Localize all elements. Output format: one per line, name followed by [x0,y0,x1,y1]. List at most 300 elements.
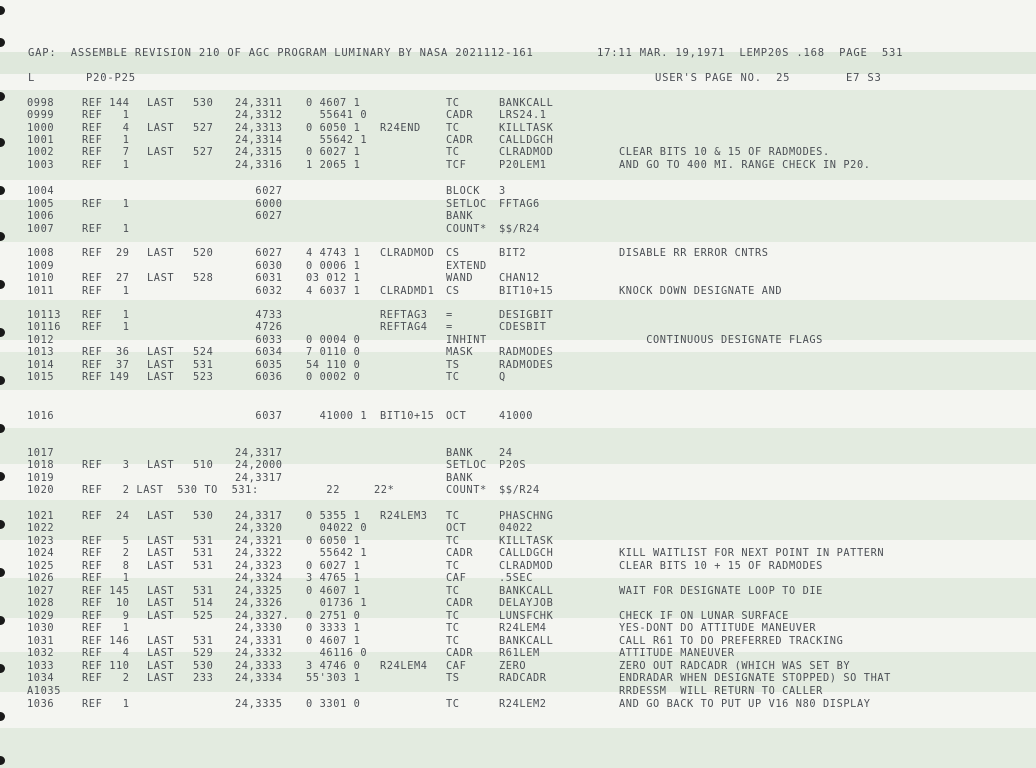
listing-line-number: 1023 [27,535,55,547]
listing-code: 55'303 1 [306,672,361,684]
listing-address: 24,3326 [235,597,283,609]
listing-last: LAST [147,647,175,659]
listing-ref: REF 1 [82,698,130,710]
listing-operand: 24 [499,447,513,459]
listing-code: 0 6050 1 [306,122,361,134]
listing-ref: REF 2 LAST 530 TO 531: [82,484,259,496]
listing-opcode: CS [446,285,460,297]
listing-line-number: 1030 [27,622,55,634]
listing-opcode: TC [446,610,460,622]
listing-code: 4 6037 1 [306,285,361,297]
listing-comment: KNOCK DOWN DESIGNATE AND [619,285,783,297]
listing-operand: RADMODES [499,359,554,371]
listing-operand: 3 [499,185,506,197]
listing-last-page: 530 [193,97,214,109]
listing-row [0,321,1036,334]
listing-line-number: 1027 [27,585,55,597]
listing-operand: 41000 [499,410,533,422]
listing-ref: REF 29 [82,247,130,259]
listing-line-number: 1032 [27,647,55,659]
listing-ref: REF 1 [82,622,130,634]
listing-comment: KILL WAITLIST FOR NEXT POINT IN PATTERN [619,547,885,559]
listing-line-number: 1031 [27,635,55,647]
listing-code: 0 6050 1 [306,535,361,547]
listing-address: 24,3320 [235,522,283,534]
listing-opcode: TC [446,122,460,134]
listing-line-number: 1018 [27,459,55,471]
listing-comment: ATTITUDE MANEUVER [619,647,735,659]
listing-line-number: 1002 [27,146,55,158]
listing-code: 0 0004 0 [306,334,361,346]
listing-operand: FFTAG6 [499,198,540,210]
listing-opcode: TC [446,560,460,572]
listing-ref: REF 1 [82,159,130,171]
listing-label: CLRADMD1 [380,285,435,297]
listing-last: LAST [147,359,175,371]
listing-opcode: TCF [446,159,467,171]
listing-opcode: CADR [446,647,474,659]
listing-opcode: BANK [446,447,474,459]
listing-last: LAST [147,459,175,471]
listing-address: 24,3321 [235,535,283,547]
feed-hole [0,38,5,47]
listing-code: 4 4743 1 [306,247,361,259]
listing-operand: PHASCHNG [499,510,554,522]
listing-ref: REF 4 [82,122,130,134]
listing-row [0,159,1036,172]
listing-operand: CLRADMOD [499,560,554,572]
listing-operand: KILLTASK [499,122,554,134]
listing-line-number: 1036 [27,698,55,710]
listing-line-number: 1015 [27,371,55,383]
listing-ref: REF 4 [82,647,130,659]
page-tag: E7 S3 [846,72,882,84]
listing-operand: R24LEM2 [499,698,547,710]
listing-last: LAST [147,610,175,622]
listing-ref: REF 24 [82,510,130,522]
listing-operand: RADCADR [499,672,547,684]
listing-opcode: TC [446,635,460,647]
listing-ref: REF 1 [82,198,130,210]
listing-code: 1 2065 1 [306,159,361,171]
listing-code: 46116 0 [306,647,368,659]
listing-last-page: 233 [193,672,214,684]
listing-address: 24,3330 [235,622,283,634]
listing-ref: REF 149 [82,371,130,383]
listing-last-page: 525 [193,610,214,622]
listing-address: 24,3324 [235,572,283,584]
listing-ref: REF 2 [82,547,130,559]
listing-label: REFTAG4 [380,321,428,333]
listing-code: 0 4607 1 [306,635,361,647]
listing-ref: REF 1 [82,572,130,584]
listing-opcode: TC [446,698,460,710]
listing-address: 24,3317 [235,510,283,522]
listing-code: 54 110 0 [306,359,361,371]
listing-last-page: 531 [193,635,214,647]
listing-code: 55642 1 [306,134,368,146]
listing-opcode: TC [446,535,460,547]
listing-operand: LUNSFCHK [499,610,554,622]
listing-opcode: BANK [446,472,474,484]
listing-line-number: 1000 [27,122,55,134]
listing-ref: REF 1 [82,109,130,121]
listing-address: 6030 [235,260,283,272]
listing-line-number: A1035 [27,685,61,697]
listing-last-page: 527 [193,146,214,158]
listing-operand: R61LEM [499,647,540,659]
listing-operand: BIT2 [499,247,527,259]
listing-address: 6000 [235,198,283,210]
listing-address: 4733 [235,309,283,321]
listing-line-number: 0999 [27,109,55,121]
listing-opcode: CADR [446,134,474,146]
listing-last-page: 531 [193,535,214,547]
listing-opcode: COUNT* [446,484,487,496]
listing-opcode: COUNT* [446,223,487,235]
listing-code: 3 4765 1 [306,572,361,584]
section-label: P20-P25 [86,72,136,84]
listing-opcode: TC [446,97,460,109]
listing-ref: REF 5 [82,535,130,547]
listing-operand: P20LEM1 [499,159,547,171]
listing-line-number: 1003 [27,159,55,171]
listing-line-number: 1010 [27,272,55,284]
listing-address: 24,3334 [235,672,283,684]
listing-opcode: TS [446,359,460,371]
listing-code: 0 0002 0 [306,371,361,383]
listing-comment: DISABLE RR ERROR CNTRS [619,247,769,259]
listing-opcode: CAF [446,660,467,672]
listing-address: 24,3333 [235,660,283,672]
listing-operand: BANKCALL [499,635,554,647]
listing-code: 0 6027 1 [306,560,361,572]
listing-line-number: 0998 [27,97,55,109]
listing-row [0,547,1036,560]
listing-row [0,459,1036,472]
listing-operand: RADMODES [499,346,554,358]
listing-comment: ENDRADAR WHEN DESIGNATE STOPPED) SO THAT [619,672,891,684]
listing-opcode: OCT [446,410,467,422]
listing-line-number: 1028 [27,597,55,609]
listing-last: LAST [147,535,175,547]
listing-last-page: 531 [193,547,214,559]
listing-operand: $$/R24 [499,484,540,496]
listing-label: R24LEM3 [380,510,428,522]
listing-opcode: WAND [446,272,474,284]
listing-address: 24,3312 [235,109,283,121]
listing-comment: RRDESSM WILL RETURN TO CALLER [619,685,823,697]
listing-code: 0 4607 1 [306,585,361,597]
listing-opcode: TC [446,146,460,158]
listing-last: LAST [147,272,175,284]
listing-row [0,346,1036,359]
listing-operand: BIT10+15 [499,285,554,297]
listing-address: 6033 [235,334,283,346]
listing-line-number: 1007 [27,223,55,235]
listing-address: 24,2000 [235,459,283,471]
listing-opcode: = [446,321,453,333]
listing-operand: CALLDGCH [499,134,554,146]
listing-opcode: CS [446,247,460,259]
listing-last: LAST [147,672,175,684]
listing-code: 03 012 1 [306,272,361,284]
listing-line-number: 10113 [27,309,61,321]
listing-row [0,647,1036,660]
listing-code: 55641 0 [306,109,368,121]
listing-ref: REF 9 [82,610,130,622]
listing-address: 6027 [235,185,283,197]
listing-last-page: 528 [193,272,214,284]
listing-row [0,146,1036,159]
listing-operand: .5SEC [499,572,533,584]
listing-ref: REF 1 [82,285,130,297]
listing-operand: CHAN12 [499,272,540,284]
listing-last: LAST [147,547,175,559]
listing-row [0,410,1036,423]
listing-opcode: BANK [446,210,474,222]
listing-last: LAST [147,510,175,522]
listing-row [0,572,1036,585]
listing-ref: REF 36 [82,346,130,358]
listing-code: 41000 1 [306,410,368,422]
listing-operand: Q [499,371,506,383]
listing-operand: P20S [499,459,527,471]
listing-line-number: 1021 [27,510,55,522]
listing-address: 24,3316 [235,159,283,171]
listing-ref: REF 1 [82,321,130,333]
log-marker: L [28,72,36,84]
listing-ref: REF 7 [82,146,130,158]
listing-line-number: 1001 [27,134,55,146]
listing-address: 24,3314 [235,134,283,146]
feed-hole [0,712,5,721]
feed-hole [0,6,5,15]
listing-last: LAST [147,146,175,158]
listing-line-number: 1025 [27,560,55,572]
listing-opcode: CADR [446,547,474,559]
listing-address: 6032 [235,285,283,297]
listing-ref: REF 2 [82,672,130,684]
listing-code: 01736 1 [306,597,368,609]
listing-comment: CLEAR BITS 10 + 15 OF RADMODES [619,560,823,572]
listing-comment: CONTINUOUS DESIGNATE FLAGS [619,334,823,346]
listing-last-page: 531 [193,585,214,597]
listing-line-number: 1020 [27,484,55,496]
listing-row [0,285,1036,298]
listing-address: 24,3327. [235,610,290,622]
listing-opcode: MASK [446,346,474,358]
listing-address: 24,3315 [235,146,283,158]
listing-code: 0 2751 0 [306,610,361,622]
listing-line-number: 1012 [27,334,55,346]
listing-code: 55642 1 [306,547,368,559]
listing-ref: REF 10 [82,597,130,609]
listing-row [0,522,1036,535]
listing-opcode: TC [446,585,460,597]
listing-ref: REF 37 [82,359,130,371]
listing-last: LAST [147,346,175,358]
listing-operand: BANKCALL [499,97,554,109]
listing-opcode: TC [446,371,460,383]
listing-address: 24,3313 [235,122,283,134]
listing-code: 0 3301 0 [306,698,361,710]
listing-code: 0 0006 1 [306,260,361,272]
listing-last: LAST [147,97,175,109]
listing-line-number: 1034 [27,672,55,684]
listing-last: LAST [147,635,175,647]
listing-address: 6027 [235,210,283,222]
feed-hole [0,424,5,433]
listing-opcode: CAF [446,572,467,584]
listing-operand: CALLDGCH [499,547,554,559]
listing-row [0,672,1036,685]
users-page-number: USER'S PAGE NO. 25 [655,72,791,84]
listing-comment: WAIT FOR DESIGNATE LOOP TO DIE [619,585,823,597]
listing-row [0,597,1036,610]
listing-header-left: GAP: ASSEMBLE REVISION 210 OF AGC PROGRAM LUMINARY BY NASA 2021112-161 [28,47,534,59]
listing-opcode: CADR [446,109,474,121]
listing-line-number: 1017 [27,447,55,459]
listing-operand: CLRADMOD [499,146,554,158]
listing-comment: YES-DONT DO ATTITUDE MANEUVER [619,622,817,634]
listing-opcode: TC [446,510,460,522]
listing-opcode: TS [446,672,460,684]
listing-code: 0 4607 1 [306,97,361,109]
listing-last-page: 527 [193,122,214,134]
listing-last: LAST [147,585,175,597]
listing-line-number: 1026 [27,572,55,584]
listing-label: R24END [380,122,421,134]
listing-row [0,622,1036,635]
listing-operand: DELAYJOB [499,597,554,609]
listing-comment: ZERO OUT RADCADR (WHICH WAS SET BY [619,660,851,672]
listing-code: 7 0110 0 [306,346,361,358]
listing-ref: REF 144 [82,97,130,109]
listing-line-number: 1004 [27,185,55,197]
listing-last: LAST [147,247,175,259]
listing-row [0,698,1036,711]
listing-last-page: 524 [193,346,214,358]
listing-address: 24,3323 [235,560,283,572]
listing-ref: REF 146 [82,635,130,647]
feed-hole [0,756,5,765]
listing-line-number: 10116 [27,321,61,333]
listing-address: 24,3317 [235,472,283,484]
listing-address: 6034 [235,346,283,358]
listing-opcode: = [446,309,453,321]
listing-row [0,210,1036,223]
listing-comment: CALL R61 TO DO PREFERRED TRACKING [619,635,844,647]
listing-last-page: 530 [193,660,214,672]
listing-row [0,185,1036,198]
listing-opcode: SETLOC [446,198,487,210]
listing-last-page: 531 [193,560,214,572]
listing-opcode: TC [446,622,460,634]
listing-address: 6031 [235,272,283,284]
listing-row [0,484,1036,497]
listing-last: LAST [147,122,175,134]
listing-code: 0 6027 1 [306,146,361,158]
listing-comment: CLEAR BITS 10 & 15 OF RADMODES. [619,146,830,158]
listing-line-number: 1008 [27,247,55,259]
listing-line-number: 1024 [27,547,55,559]
listing-ref: REF 1 [82,223,130,235]
listing-last-page: 530 [193,510,214,522]
listing-address: 24,3331 [235,635,283,647]
listing-last-page: 514 [193,597,214,609]
listing-address: 24,3311 [235,97,283,109]
listing-comment: AND GO TO 400 MI. RANGE CHECK IN P20. [619,159,871,171]
listing-row [0,272,1036,285]
listing-code: 0 5355 1 [306,510,361,522]
listing-opcode: EXTEND [446,260,487,272]
listing-address: 24,3332 [235,647,283,659]
listing-address: 24,3325 [235,585,283,597]
listing-label: CLRADMOD [380,247,435,259]
listing-address: 6035 [235,359,283,371]
listing-code: 22 22* [306,484,395,496]
listing-address: 6027 [235,247,283,259]
listing-last-page: 529 [193,647,214,659]
listing-line-number: 1006 [27,210,55,222]
listing-header-right: 17:11 MAR. 19,1971 LEMP20S .168 PAGE 531 [597,47,904,59]
listing-line-number: 1011 [27,285,55,297]
listing-comment: AND GO BACK TO PUT UP V16 N80 DISPLAY [619,698,871,710]
listing-last-page: 520 [193,247,214,259]
listing-last-page: 510 [193,459,214,471]
listing-line-number: 1013 [27,346,55,358]
listing-row [0,685,1036,698]
listing-operand: 04022 [499,522,533,534]
listing-line-number: 1019 [27,472,55,484]
listing-row [0,223,1036,236]
listing-opcode: OCT [446,522,467,534]
listing-line-number: 1022 [27,522,55,534]
greenbar-stripe [0,728,1036,768]
listing-last: LAST [147,371,175,383]
listing-address: 6037 [235,410,283,422]
listing-line-number: 1029 [27,610,55,622]
listing-last: LAST [147,560,175,572]
listing-ref: REF 8 [82,560,130,572]
listing-last-page: 523 [193,371,214,383]
listing-opcode: BLOCK [446,185,480,197]
listing-code: 0 3333 1 [306,622,361,634]
listing-operand: R24LEM4 [499,622,547,634]
listing-opcode: CADR [446,597,474,609]
listing-label: REFTAG3 [380,309,428,321]
listing-line-number: 1009 [27,260,55,272]
listing-address: 4726 [235,321,283,333]
listing-operand: KILLTASK [499,535,554,547]
listing-ref: REF 110 [82,660,130,672]
listing-address: 6036 [235,371,283,383]
listing-operand: $$/R24 [499,223,540,235]
listing-label: R24LEM4 [380,660,428,672]
listing-last: LAST [147,597,175,609]
listing-ref: REF 1 [82,309,130,321]
listing-operand: CDESBIT [499,321,547,333]
listing-code: 04022 0 [306,522,368,534]
listing-address: 24,3317 [235,447,283,459]
listing-comment: CHECK IF ON LUNAR SURFACE [619,610,789,622]
listing-line-number: 1014 [27,359,55,371]
listing-line-number: 1033 [27,660,55,672]
listing-ref: REF 1 [82,134,130,146]
listing-last-page: 531 [193,359,214,371]
listing-row [0,247,1036,260]
